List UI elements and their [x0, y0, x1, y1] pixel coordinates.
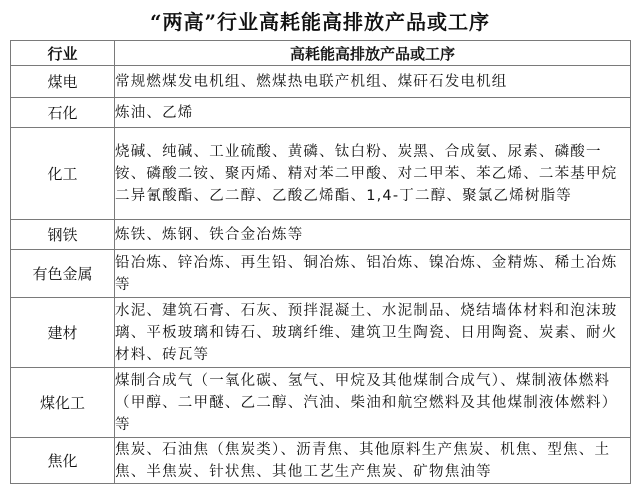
- table-row: [11, 298, 631, 368]
- industry-cell: 焦化: [11, 438, 115, 484]
- table-row: [11, 250, 631, 298]
- products-cell: 常规燃煤发电机组、燃煤热电联产机组、煤矸石发电机组: [115, 66, 631, 98]
- page-title: “两高”行业高耗能高排放产品或工序: [149, 10, 490, 34]
- table-header-row: [11, 41, 631, 66]
- industry-cell: 煤电: [11, 66, 115, 98]
- industry-cell: 化工: [11, 128, 115, 220]
- products-cell: 铅冶炼、锌冶炼、再生铅、铜冶炼、铝冶炼、镍冶炼、金精炼、稀土冶炼等: [115, 250, 631, 298]
- table-row: [11, 98, 631, 128]
- industry-cell: 有色金属: [11, 250, 115, 298]
- industry-cell: 煤化工: [11, 368, 115, 438]
- products-cell: 炼铁、炼钢、铁合金冶炼等: [115, 220, 631, 250]
- table-row: [11, 438, 631, 484]
- products-cell: 烧碱、纯碱、工业硫酸、黄磷、钛白粉、炭黑、合成氨、尿素、磷酸一铵、磷酸二铵、聚丙烯、精对苯二甲酸、对二甲苯、苯乙烯、二苯基甲烷二异氰酸酯、乙二醇、乙酸乙烯酯、1,4-丁二醇、聚氯乙烯树脂等: [115, 128, 631, 220]
- industry-cell: 石化: [11, 98, 115, 128]
- products-cell: 炼油、乙烯: [115, 98, 631, 128]
- products-cell: 水泥、建筑石膏、石灰、预拌混凝土、水泥制品、烧结墙体材料和泡沫玻璃、平板玻璃和铸石、玻璃纤维、建筑卫生陶瓷、日用陶瓷、炭素、耐火材料、砖瓦等: [115, 298, 631, 368]
- header-industry: 行业: [11, 41, 115, 66]
- header-products: 高耗能高排放产品或工序: [115, 41, 631, 66]
- products-cell: 煤制合成气（一氧化碳、氢气、甲烷及其他煤制合成气）、煤制液体燃料（甲醇、二甲醚、乙二醇、汽油、柴油和航空燃料及其他煤制液体燃料）等: [115, 368, 631, 438]
- table-row: [11, 66, 631, 98]
- products-cell: 焦炭、石油焦（焦炭类）、沥青焦、其他原料生产焦炭、机焦、型焦、土焦、半焦炭、针状焦、其他工艺生产焦炭、矿物焦油等: [115, 438, 631, 484]
- table-row: [11, 220, 631, 250]
- table-row: [11, 128, 631, 220]
- industry-cell: 建材: [11, 298, 115, 368]
- industry-table: [10, 40, 631, 484]
- table-row: [11, 368, 631, 438]
- industry-cell: 钢铁: [11, 220, 115, 250]
